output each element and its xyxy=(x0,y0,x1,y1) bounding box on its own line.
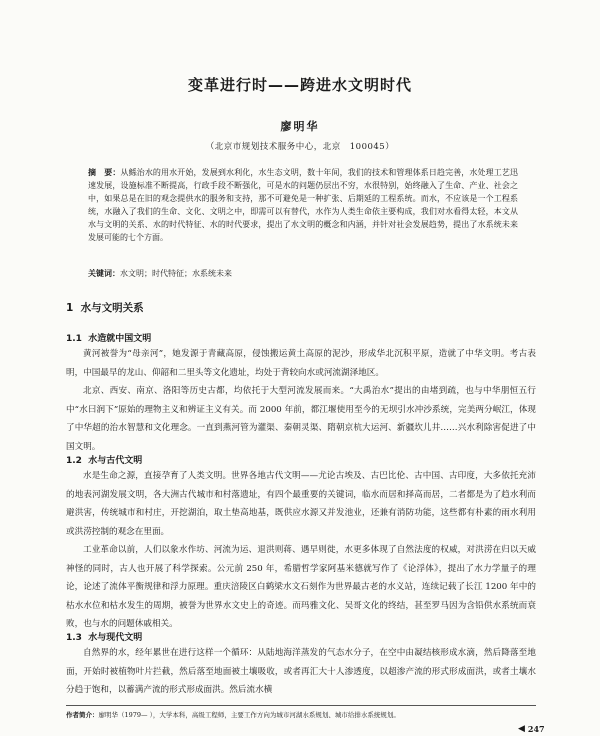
section-title: 水与文明关系 xyxy=(80,302,144,314)
keywords-text: 水文明；时代特征；水系统未来 xyxy=(120,269,232,278)
section-number: 1.2 xyxy=(66,456,82,466)
arrow-left-icon: ◀ xyxy=(518,724,525,734)
section-heading-1 xyxy=(66,300,144,315)
author-affiliation: （北京市规划技术服务中心，北京 100045） xyxy=(205,142,395,152)
abstract-text: 从鲧治水的用水开始，发展到水利化，水生态文明，数十年间，我们的技术和管理体系日趋完善，水处理工艺迅速发展，设施标准不断提高，行政手段不断强化，可是水的问题仍层出不穷，水很特别，始终融入了生命、产业、社会之中，如果总是在旧的观念提供水的服务和支持，那不可避免是一种扩张、后期延的工程系统。而水，不应该是一个工程系统，水融入了我们的生命、文化、文明之中，即需可以有替代，水作为人类生命依主要构成，我们对水看得太轻，本文从水与文明的关系、水的时代特征、水的时代要求，提出了水文明的概念和内涵，并针对社会发展趋势，提出了水系统未来发展可能的七个方面。 xyxy=(88,168,519,242)
section-title: 水与现代文明 xyxy=(88,633,143,643)
abstract xyxy=(88,166,518,244)
keywords-label: 关键词： xyxy=(88,268,120,278)
paragraph: 工业革命以前，人们以象水作坊、河流为运、退洪则蒋、遇早则徙，水更多体现了自然法度的权威，对洪涝在归以天威神怪的同时，古人也开展了科学探索。公元前 250 年，希腊哲学家阿基米德就写作了《论浮体》，提出了水力学量子的理论，论述了流体平衡规律和浮力原理。重庆涪陵区白鹤梁水文石刻作为世界最古老的水义站，连续记载了长江 1200 年中的枯水水位和枯水发生的周期，被誉为世界水文史上的奇迹。而玛雅文化、吴哥文化的终结，甚至罗马因为含铅供水系统而衰败，也与水的问题休戚相关。 xyxy=(66,545,536,629)
section-number: 1.3 xyxy=(66,633,82,643)
author-name: 廖明华 xyxy=(280,120,320,133)
section-title: 水与古代文明 xyxy=(88,456,143,466)
section-heading-1-3 xyxy=(66,630,142,643)
abstract-label: 摘 要： xyxy=(88,167,121,177)
section-title: 水造就中国文明 xyxy=(88,334,152,344)
author-footnote xyxy=(66,710,536,719)
keywords xyxy=(88,267,518,280)
footnote-divider xyxy=(66,705,536,706)
paragraph: 黄河被誉为“母亲河”，她发源于青藏高原，侵蚀搬运黄土高原的泥沙，形成华北沉积平原，造就了中华文明。考古表明，中国最早的龙山、仰韶和二里头等文化遗址，均处于背较向水或河流湖泽地区。 xyxy=(66,349,536,378)
section-heading-1-2 xyxy=(66,453,142,466)
paragraph: 北京、西安、南京、洛阳等历史古都，均依托于大型河流发展而来。“大禹治水”提出的由堵到疏，也与中华朋恒五行中“水曰润下”原始的理物主义和辨证主义有关。而 2000 年前，都江堰使用至今的无坝引水冲沙系统，完美两分岷江，体现了中华超的治水智慧和文化理念。一直到燕河管为灌渠、秦朝灵渠、隋朝京杭大运河、新疆坎儿井……兴水利除害促进了中国文明。 xyxy=(66,386,536,452)
footnote-label: 作者简介： xyxy=(66,711,99,719)
page-number-text: 247 xyxy=(527,724,545,734)
paper-title: 变革进行时——跨进水文明时代 xyxy=(187,76,412,94)
section-number: 1.1 xyxy=(66,334,82,344)
paragraph: 水是生命之源，直接孕育了人类文明。世界各地古代文明——尤论古埃及、古巴比伦、古中国、古印度，大多依托充沛的地表河湖发展文明，各大洲古代城市和村落遗址，有四个最重要的关键词，临水而居和择高而居，二者都是为了趋水利而避洪害，传统城市和村庄，开挖湖泊，取土垫高地基，既供应水源又并发池业，还兼有消防功能，这些都有朴素的雨水利用或洪涝控制的观念在里面。 xyxy=(66,471,536,537)
paragraph: 自然界的水，经年累世在进行这样一个循环：从陆地海洋蒸发的气态水分子，在空中由凝结核形成水滴，然后降落至地面，开始时被植物叶片拦截，然后落至地面被土壤吸收，或者再汇大十人渗透度，以超渗产流的形式形成面洪，或者土壤水分趋于饱和，以蓄满产流的形式形成面洪。然后流水横 xyxy=(66,648,536,695)
footnote-text: 廖明华（1979— ），大学本科，高级工程师，主要工作方向为城市河湖水系规划、城市给排水系统规划。 xyxy=(98,711,400,719)
section-heading-1-1 xyxy=(66,331,151,344)
page-number xyxy=(518,724,545,734)
section-number: 1 xyxy=(66,302,74,314)
